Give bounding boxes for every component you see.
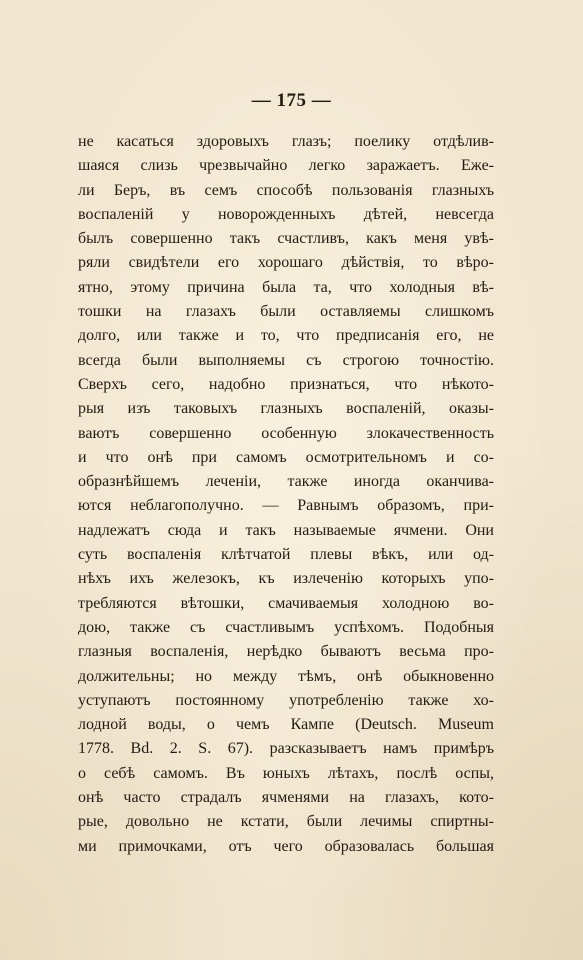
text-line: онѣ часто страдалъ ячменями на глазахъ, кото- — [78, 789, 494, 807]
text-line: должительны; но между тѣмъ, онѣ обыкновенно — [78, 667, 494, 685]
text-line: ми примочками, отъ чего образовалась большая — [78, 837, 494, 855]
text-line: шаяся слизь чрезвычайно легко заражаетъ. Еже- — [78, 157, 494, 175]
page-number: — 175 — — [251, 90, 332, 111]
text-line: ваютъ совершенно особенную злокачественность — [78, 424, 494, 442]
text-line: долго, или также и то, что предписанія его, не — [78, 327, 494, 345]
text-line: 1778. Bd. 2. S. 67). разсказываетъ намъ примѣръ — [78, 740, 494, 758]
text-line: рыя изъ таковыхъ глазныхъ воспаленій, оказы- — [78, 400, 494, 418]
text-line: былъ совершенно такъ счастливъ, какъ меня увѣ- — [78, 230, 494, 248]
text-line: ятно, этому причина была та, что холодныя вѣ- — [78, 278, 494, 296]
text-line: образнѣйшемъ леченіи, также иногда оканчива- — [78, 473, 494, 491]
text-line: уступаютъ постоянному употребленію также хо- — [78, 691, 494, 709]
text-line: не касаться здоровыхъ глазъ; поелику отдѣлив- — [78, 133, 494, 150]
text-line: всегда были выполняемы съ строгою точностію. — [78, 351, 494, 369]
text-line: надлежатъ сюда и такъ называемые ячмени. Они — [78, 521, 494, 539]
text-line: нѣхъ ихъ железокъ, къ излеченію которыхъ упо- — [78, 570, 494, 588]
text-line: дою, также съ счастливымъ успѣхомъ. Подобныя — [78, 618, 494, 636]
text-line: требляются вѣтошки, смачиваемыя холодною во- — [78, 594, 494, 612]
text-line: тошки на глазахъ были оставляемы слишкомъ — [78, 303, 494, 321]
text-line: воспаленій у новорожденныхъ дѣтей, невсегда — [78, 205, 494, 223]
text-line: суть воспаленія клѣтчатой плевы вѣкъ, или од- — [78, 546, 494, 564]
text-line: о себѣ самомъ. Въ юныхъ лѣтахъ, послѣ оспы, — [78, 764, 494, 782]
text-line: глазныя воспаленія, нерѣдко бываютъ весьма про- — [78, 643, 494, 661]
text-line: ряли свидѣтели его хорошаго дѣйствія, то вѣро- — [78, 254, 494, 272]
text-line: и что онѣ при самомъ осмотрительномъ и со- — [78, 448, 494, 466]
body-text — [78, 130, 494, 859]
text-line: ли Беръ, въ семъ способѣ пользованія глазныхъ — [78, 181, 494, 199]
text-line: ются неблагополучно. — Равнымъ образомъ, при- — [78, 497, 494, 515]
text-line: рые, довольно не кстати, были лечимы спиртны- — [78, 813, 494, 831]
text-line: Сверхъ сего, надобно признаться, что нѣкото- — [78, 375, 494, 393]
text-line: лодной воды, о чемъ Кампе (Deutsch. Museum — [78, 716, 494, 734]
